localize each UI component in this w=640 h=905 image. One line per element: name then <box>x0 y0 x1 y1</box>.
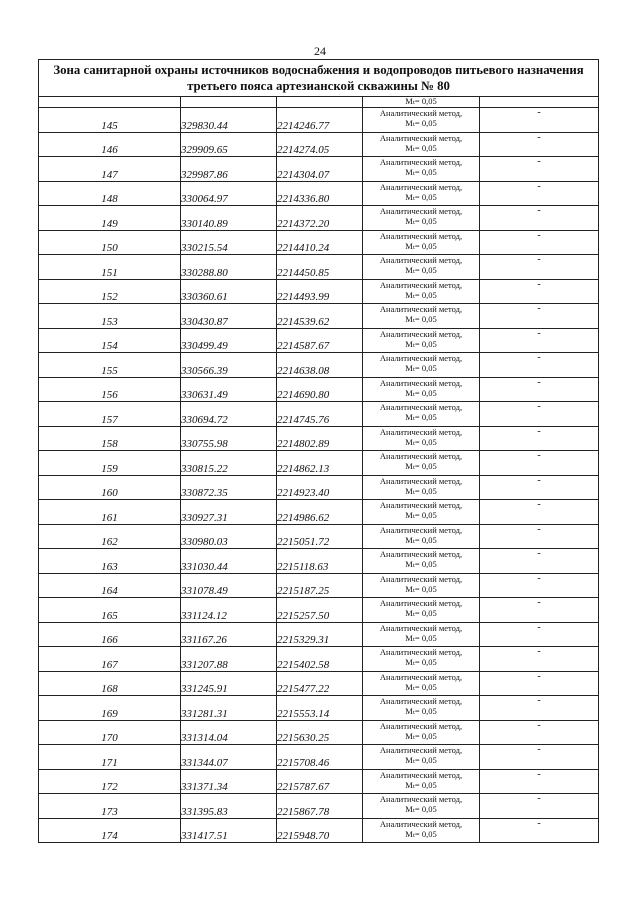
note-dash: - <box>480 671 599 696</box>
point-number: 158 <box>39 426 181 451</box>
table-row <box>39 818 599 843</box>
method-label: Аналитический метод, <box>379 500 463 510</box>
method-accuracy: Mₜ= 0,05 <box>405 289 437 300</box>
coordinate-x: 330631.49 <box>181 377 277 402</box>
point-number: 172 <box>39 769 181 794</box>
coordinate-y: 2215477.22 <box>277 671 363 696</box>
method-label: Аналитический метод, <box>379 647 463 657</box>
table-row <box>39 377 599 402</box>
note-dash: - <box>480 745 599 770</box>
method-accuracy: Mₜ= 0,05 <box>405 240 437 251</box>
method-label: Аналитический метод, <box>379 157 463 167</box>
method-cell <box>363 426 480 451</box>
note-dash: - <box>480 720 599 745</box>
table-row <box>39 304 599 329</box>
table-row <box>39 549 599 574</box>
method-accuracy: Mₜ= 0,05 <box>405 779 437 790</box>
method-accuracy: Mₜ= 0,05 <box>405 804 437 814</box>
coordinate-x: 331078.49 <box>181 573 277 598</box>
table-title <box>39 60 599 97</box>
note-dash: - <box>480 818 599 843</box>
point-number: 173 <box>39 794 181 819</box>
note-dash: - <box>480 328 599 353</box>
method-label: Аналитический метод, <box>379 696 463 706</box>
note-dash: - <box>480 696 599 721</box>
method-accuracy: Mₜ= 0,05 <box>405 608 437 618</box>
method-accuracy: Mₜ= 0,05 <box>405 265 437 275</box>
method-cell <box>363 696 480 721</box>
method-cell <box>363 720 480 745</box>
point-number: 159 <box>39 451 181 476</box>
table-row <box>39 451 599 476</box>
coordinate-x: 331314.04 <box>181 720 277 745</box>
method-cell <box>363 255 480 280</box>
coordinate-y: 2214690.80 <box>277 377 363 402</box>
point-number: 160 <box>39 475 181 500</box>
coordinate-x: 330360.61 <box>181 279 277 304</box>
method-label: Аналитический метод, <box>379 402 463 412</box>
method-label: Аналитический метод, <box>379 181 463 192</box>
note-dash: - <box>480 377 599 402</box>
method-cell <box>363 475 480 500</box>
coordinate-y: 2215867.78 <box>277 794 363 819</box>
coordinate-y: 2215257.50 <box>277 598 363 623</box>
table-row <box>39 573 599 598</box>
method-label: Аналитический метод, <box>379 794 463 804</box>
method-cell <box>363 500 480 525</box>
point-number: 152 <box>39 279 181 304</box>
method-accuracy: Mₜ= 0,05 <box>405 559 437 569</box>
method-cell <box>363 108 480 133</box>
coordinate-x: 330694.72 <box>181 402 277 427</box>
note-dash: - <box>480 622 599 647</box>
method-cell <box>363 353 480 378</box>
method-accuracy: Mₜ= 0,05 <box>405 167 437 177</box>
table-row <box>39 475 599 500</box>
method-label: Аналитический метод, <box>379 671 463 682</box>
table-row <box>39 181 599 206</box>
coordinate-y: 2214450.85 <box>277 255 363 280</box>
coordinate-x: 330566.39 <box>181 353 277 378</box>
coordinate-y: 2214638.08 <box>277 353 363 378</box>
coordinate-x: 330815.22 <box>181 451 277 476</box>
coordinate-y: 2215187.25 <box>277 573 363 598</box>
point-number: 157 <box>39 402 181 427</box>
point-number: 145 <box>39 108 181 133</box>
table-row <box>39 769 599 794</box>
method-accuracy: Mₜ= 0,05 <box>405 583 437 594</box>
coordinate-y: 2214539.62 <box>277 304 363 329</box>
note-dash: - <box>480 279 599 304</box>
continuation-cell-num <box>39 97 181 108</box>
table-row <box>39 622 599 647</box>
method-cell <box>363 818 480 843</box>
method-accuracy: Mₜ= 0,05 <box>405 118 437 128</box>
method-cell <box>363 524 480 549</box>
method-accuracy: Mₜ= 0,05 <box>405 681 437 692</box>
point-number: 162 <box>39 524 181 549</box>
point-number: 147 <box>39 157 181 182</box>
table-row <box>39 132 599 157</box>
method-cell <box>363 328 480 353</box>
note-dash: - <box>480 304 599 329</box>
method-accuracy: Mₜ= 0,05 <box>405 387 437 398</box>
method-accuracy: Mₜ= 0,05 <box>405 534 437 545</box>
point-number: 164 <box>39 573 181 598</box>
coordinate-y: 2215708.46 <box>277 745 363 770</box>
table-row <box>39 671 599 696</box>
note-dash: - <box>480 769 599 794</box>
coordinate-x: 331030.44 <box>181 549 277 574</box>
table-row <box>39 647 599 672</box>
point-number: 149 <box>39 206 181 231</box>
note-dash: - <box>480 573 599 598</box>
point-number: 174 <box>39 818 181 843</box>
note-dash: - <box>480 206 599 231</box>
method-accuracy: Mₜ= 0,05 <box>405 436 437 447</box>
coordinate-y: 2215553.14 <box>277 696 363 721</box>
table-row <box>39 328 599 353</box>
method-cell <box>363 745 480 770</box>
method-cell <box>363 304 480 329</box>
point-number: 168 <box>39 671 181 696</box>
title-row <box>39 60 599 97</box>
note-dash: - <box>480 500 599 525</box>
note-dash: - <box>480 598 599 623</box>
note-dash: - <box>480 451 599 476</box>
method-label: Аналитический метод, <box>379 451 463 461</box>
note-dash: - <box>480 230 599 255</box>
method-cell <box>363 549 480 574</box>
coordinate-y: 2214802.89 <box>277 426 363 451</box>
method-label: Аналитический метод, <box>379 353 463 363</box>
method-cell <box>363 451 480 476</box>
method-label: Аналитический метод, <box>379 108 463 118</box>
method-accuracy: Mₜ= 0,05 <box>405 216 437 226</box>
method-cell <box>363 598 480 623</box>
coordinate-x: 330499.49 <box>181 328 277 353</box>
coordinates-table <box>38 59 599 843</box>
coordinate-y: 2214336.80 <box>277 181 363 206</box>
method-label: Аналитический метод, <box>379 230 463 241</box>
table-title-line1: Зона санитарной охраны источников водоснабжения и водопроводов питьевого назначения <box>53 63 584 77</box>
point-number: 155 <box>39 353 181 378</box>
point-number: 166 <box>39 622 181 647</box>
method-label: Аналитический метод, <box>379 377 463 388</box>
note-dash: - <box>480 794 599 819</box>
table-row <box>39 157 599 182</box>
coordinate-y: 2215630.25 <box>277 720 363 745</box>
coordinate-y: 2215051.72 <box>277 524 363 549</box>
method-cell <box>363 157 480 182</box>
method-cell <box>363 279 480 304</box>
table-row <box>39 696 599 721</box>
coordinate-y: 2215118.63 <box>277 549 363 574</box>
coordinate-x: 330064.97 <box>181 181 277 206</box>
method-accuracy: Mₜ= 0,05 <box>405 755 437 765</box>
method-label: Аналитический метод, <box>379 255 463 265</box>
method-accuracy: Mₜ= 0,05 <box>405 461 437 471</box>
point-number: 167 <box>39 647 181 672</box>
coordinate-y: 2214246.77 <box>277 108 363 133</box>
table-row <box>39 426 599 451</box>
coordinate-y: 2214986.62 <box>277 500 363 525</box>
method-accuracy: Mₜ= 0,05 <box>405 730 437 741</box>
method-cell <box>363 132 480 157</box>
note-dash: - <box>480 157 599 182</box>
coordinate-x: 330872.35 <box>181 475 277 500</box>
method-accuracy: Mₜ= 0,05 <box>405 338 437 349</box>
note-dash: - <box>480 647 599 672</box>
coordinate-y: 2214493.99 <box>277 279 363 304</box>
method-cell <box>363 622 480 647</box>
method-label: Аналитический метод, <box>379 818 463 829</box>
table-row <box>39 720 599 745</box>
point-number: 170 <box>39 720 181 745</box>
method-cell <box>363 206 480 231</box>
coordinate-x: 331167.26 <box>181 622 277 647</box>
method-accuracy: Mₜ= 0,05 <box>405 657 437 667</box>
method-accuracy: Mₜ= 0,05 <box>405 363 437 373</box>
coordinate-y: 2215948.70 <box>277 818 363 843</box>
method-label: Аналитический метод, <box>379 769 463 780</box>
continuation-cell-x <box>181 97 277 108</box>
table-row <box>39 108 599 133</box>
method-label: Аналитический метод, <box>379 304 463 314</box>
coordinate-y: 2214587.67 <box>277 328 363 353</box>
method-label: Аналитический метод, <box>379 549 463 559</box>
coordinate-y: 2214923.40 <box>277 475 363 500</box>
method-cell <box>363 794 480 819</box>
coordinate-x: 331281.31 <box>181 696 277 721</box>
method-label: Аналитический метод, <box>379 475 463 486</box>
method-cell <box>363 671 480 696</box>
method-cell <box>363 181 480 206</box>
method-accuracy: Mₜ= 0,05 <box>405 314 437 324</box>
method-label: Аналитический метод, <box>379 279 463 290</box>
method-label: Аналитический метод, <box>379 622 463 633</box>
table-row <box>39 402 599 427</box>
method-accuracy: Mₜ= 0,05 <box>405 828 437 839</box>
method-cell <box>363 377 480 402</box>
continuation-cell-note <box>480 97 599 108</box>
note-dash: - <box>480 255 599 280</box>
table-row <box>39 206 599 231</box>
note-dash: - <box>480 132 599 157</box>
point-number: 163 <box>39 549 181 574</box>
method-accuracy: Mₜ= 0,05 <box>405 706 437 716</box>
table-row <box>39 524 599 549</box>
coordinate-x: 330430.87 <box>181 304 277 329</box>
coordinate-x: 330927.31 <box>181 500 277 525</box>
coordinate-y: 2215402.58 <box>277 647 363 672</box>
point-number: 169 <box>39 696 181 721</box>
point-number: 148 <box>39 181 181 206</box>
coordinate-y: 2214274.05 <box>277 132 363 157</box>
method-label: Аналитический метод, <box>379 598 463 608</box>
note-dash: - <box>480 108 599 133</box>
page-number: 24 <box>314 44 326 58</box>
coordinate-y: 2215787.67 <box>277 769 363 794</box>
method-label: Аналитический метод, <box>379 132 463 143</box>
table-row <box>39 500 599 525</box>
coordinate-y: 2214372.20 <box>277 206 363 231</box>
table-body <box>39 60 599 843</box>
method-accuracy: Mₜ= 0,05 <box>405 191 437 202</box>
method-cell <box>363 647 480 672</box>
coordinate-x: 330288.80 <box>181 255 277 280</box>
table-row <box>39 279 599 304</box>
point-number: 150 <box>39 230 181 255</box>
coordinate-x: 331395.83 <box>181 794 277 819</box>
table-row <box>39 353 599 378</box>
table-row <box>39 794 599 819</box>
method-accuracy: Mₜ= 0,05 <box>405 142 437 153</box>
coordinate-y: 2215329.31 <box>277 622 363 647</box>
coordinate-x: 331245.91 <box>181 671 277 696</box>
point-number: 161 <box>39 500 181 525</box>
point-number: 154 <box>39 328 181 353</box>
note-dash: - <box>480 524 599 549</box>
coordinate-x: 329830.44 <box>181 108 277 133</box>
coordinate-x: 330755.98 <box>181 426 277 451</box>
method-cell <box>363 769 480 794</box>
continuation-row <box>39 97 599 108</box>
coordinate-x: 331344.07 <box>181 745 277 770</box>
coordinate-y: 2214745.76 <box>277 402 363 427</box>
point-number: 151 <box>39 255 181 280</box>
method-accuracy: Mₜ= 0,05 <box>405 510 437 520</box>
note-dash: - <box>480 402 599 427</box>
coordinate-y: 2214410.24 <box>277 230 363 255</box>
point-number: 165 <box>39 598 181 623</box>
point-number: 146 <box>39 132 181 157</box>
note-dash: - <box>480 353 599 378</box>
coordinate-y: 2214862.13 <box>277 451 363 476</box>
coordinate-x: 330215.54 <box>181 230 277 255</box>
method-accuracy: Mₜ= 0,05 <box>405 412 437 422</box>
coordinate-x: 330140.89 <box>181 206 277 231</box>
coordinate-x: 331417.51 <box>181 818 277 843</box>
method-accuracy: Mₜ= 0,05 <box>405 485 437 496</box>
note-dash: - <box>480 181 599 206</box>
method-cell <box>363 230 480 255</box>
coordinate-y: 2214304.07 <box>277 157 363 182</box>
point-number: 171 <box>39 745 181 770</box>
method-label: Аналитический метод, <box>379 573 463 584</box>
note-dash: - <box>480 549 599 574</box>
table-row <box>39 745 599 770</box>
coordinate-x: 331207.88 <box>181 647 277 672</box>
continuation-cell-y <box>277 97 363 108</box>
coordinate-x: 331371.34 <box>181 769 277 794</box>
method-label: Аналитический метод, <box>379 206 463 216</box>
coordinate-x: 330980.03 <box>181 524 277 549</box>
point-number: 156 <box>39 377 181 402</box>
note-dash: - <box>480 475 599 500</box>
coordinate-x: 329909.65 <box>181 132 277 157</box>
method-label: Аналитический метод, <box>379 745 463 755</box>
note-dash: - <box>480 426 599 451</box>
method-label: Аналитический метод, <box>379 524 463 535</box>
point-number: 153 <box>39 304 181 329</box>
table-row <box>39 230 599 255</box>
table-row <box>39 255 599 280</box>
method-label: Аналитический метод, <box>379 328 463 339</box>
coordinate-x: 329987.86 <box>181 157 277 182</box>
method-label: Аналитический метод, <box>379 720 463 731</box>
method-cell <box>363 402 480 427</box>
table-row <box>39 598 599 623</box>
method-accuracy: Mₜ= 0,05 <box>405 632 437 643</box>
method-label: Аналитический метод, <box>379 426 463 437</box>
table-title-line2: третьего пояса артезианской скважины № 80 <box>187 79 450 93</box>
continuation-method-cell: Mₜ= 0,05 <box>363 97 480 108</box>
method-cell <box>363 573 480 598</box>
coordinate-x: 331124.12 <box>181 598 277 623</box>
